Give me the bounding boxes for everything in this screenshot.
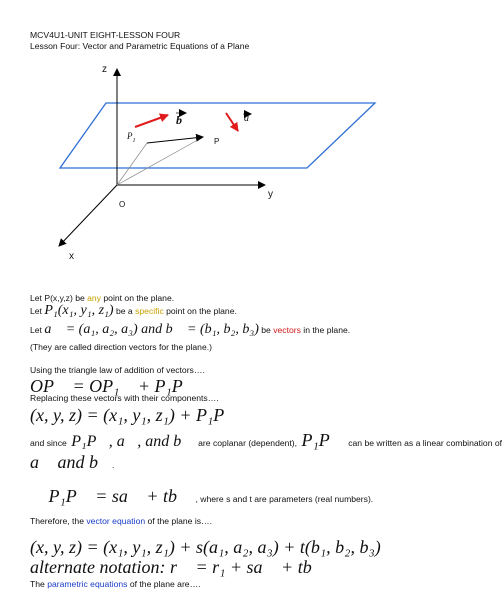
keyword-specific: specific: [135, 306, 164, 316]
line-specific-point: Let P₁(x₁, y₁, z₁) be a specific point on the plane.: [30, 303, 237, 318]
vector-a-arrow: [226, 113, 238, 131]
plane-parallelogram: [60, 103, 375, 168]
p1p-vector-arrow: [147, 137, 203, 143]
line-coplanar: and since P₁P⃗, a⃗, and b⃗ are coplanar (dependent), P₁P⃗ can be written as a linear combination of: [30, 430, 502, 450]
line-replacing: Replacing these vectors with their components….: [30, 393, 219, 403]
y-axis-label: y: [268, 189, 273, 200]
origin-to-p-line: [117, 137, 203, 185]
keyword-any: any: [87, 293, 102, 303]
coplanar-vectors: P₁P⃗, a⃗, and b⃗: [71, 433, 194, 450]
p1-coordinates: P₁(x₁, y₁, z₁): [44, 303, 114, 318]
p-label: P: [214, 137, 220, 146]
p1p-vector: P₁P⃗: [301, 430, 344, 450]
vector-b-label: b: [176, 113, 182, 127]
line-linear-combination: ∴ P₁P⃗ = sa⃗ + tb⃗ , where s and t are parameters (real numbers).: [30, 486, 374, 506]
equation-vector-plane: (x, y, z) = (x₁, y₁, z₁) + s(a₁, a₂, a₃) + t(b₁, b₂, b₃): [30, 537, 381, 557]
origin-label: O: [119, 200, 126, 209]
line-direction-vectors: Let a⃗ = (a₁, a₂, a₃) and b⃗ = (b₁, b₂, b₃) be vectors in the plane.: [30, 322, 351, 337]
line-vector-equation-intro: Therefore, the vector equation of the plane is….: [30, 516, 213, 526]
origin-to-p1-line: [117, 143, 147, 185]
z-axis-label: z: [102, 64, 107, 75]
equation-components: (x, y, z) = (x₁, y₁, z₁) + P₁P⃗: [30, 405, 239, 425]
lesson-title: Lesson Four: Vector and Parametric Equations of a Plane: [30, 41, 250, 51]
vectors-a-b-definition: a⃗ = (a₁, a₂, a₃) and b⃗ = (b₁, b₂, b₃): [44, 322, 259, 337]
keyword-parametric-equations: parametric equations: [47, 579, 128, 589]
vector-a-label: a: [244, 113, 249, 124]
vector-b-arrow: [135, 115, 168, 127]
equation-triangle-law: OP⃗ = OP₁⃗ + P₁P⃗: [30, 376, 197, 396]
keyword-vectors: vectors: [273, 325, 301, 335]
line-any-point: Let P(x,y,z) be any point on the plane.: [30, 293, 175, 303]
line-triangle-law: Using the triangle law of addition of vectors….: [30, 365, 205, 375]
line-a-and-b: a⃗ and b⃗.: [30, 452, 115, 472]
x-axis: [59, 185, 117, 246]
p1-label: $P_1$: [127, 131, 136, 144]
line-direction-note: (They are called direction vectors for the plane.): [30, 342, 212, 352]
equation-alternate-notation: alternate notation: r⃗ = r₁ + sa⃗ + tb⃗: [30, 557, 326, 577]
equation-linear-combination: ∴ P₁P⃗ = sa⃗ + tb⃗: [30, 486, 192, 506]
line-parametric-intro: The parametric equations of the plane are….: [30, 579, 201, 589]
unit-title: MCV4U1-UNIT EIGHT-LESSON FOUR: [30, 30, 181, 40]
x-axis-label: x: [69, 251, 74, 262]
keyword-vector-equation: vector equation: [86, 516, 146, 526]
